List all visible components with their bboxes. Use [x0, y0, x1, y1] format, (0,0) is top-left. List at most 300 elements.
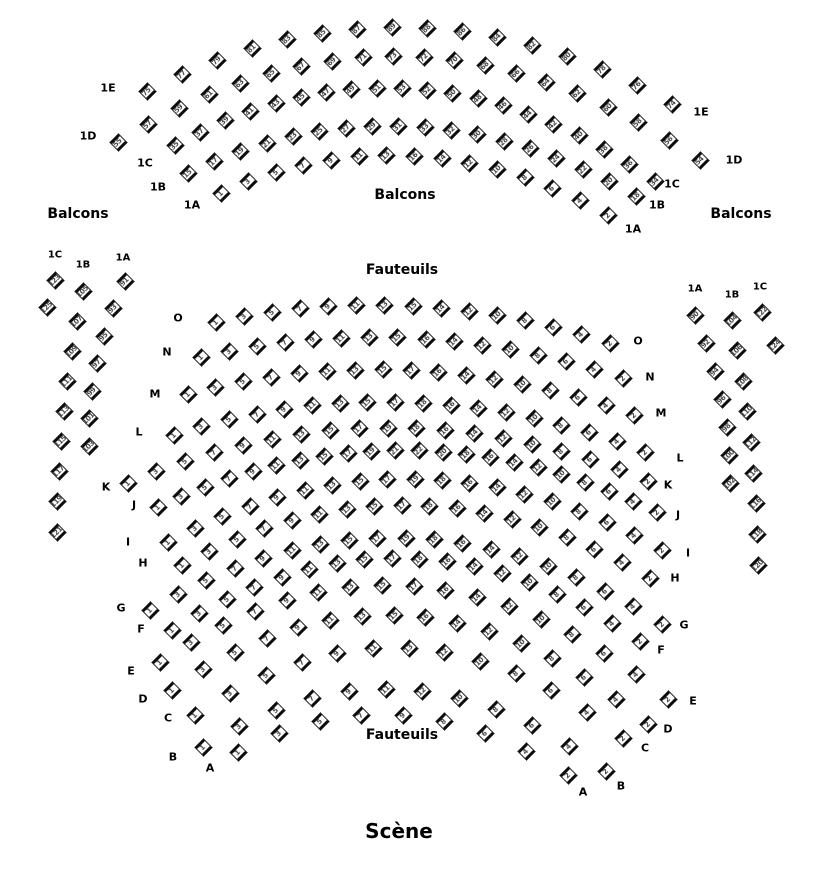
seat-fauteuils-O-10[interactable]	[488, 307, 506, 325]
seat-fauteuils-A-1[interactable]	[229, 743, 247, 761]
seat-fauteuils-B-10[interactable]	[450, 689, 468, 707]
seat-balcony-1C-37[interactable]	[191, 123, 209, 141]
seat-balcony-1C-42[interactable]	[545, 115, 563, 133]
seat-balcony-left-1A-97[interactable]	[88, 354, 106, 372]
seat-balcony-1A-11[interactable]	[350, 148, 368, 166]
seat-fauteuils-E-6[interactable]	[595, 644, 613, 662]
seat-fauteuils-F-3[interactable]	[190, 604, 208, 622]
seat-fauteuils-D-3[interactable]	[195, 660, 213, 678]
seat-fauteuils-D-4[interactable]	[607, 690, 625, 708]
seat-balcony-1D-62[interactable]	[568, 85, 586, 103]
seat-fauteuils-C-5[interactable]	[257, 666, 275, 684]
seat-balcony-left-1A-95[interactable]	[95, 327, 113, 345]
seat-fauteuils-B-6[interactable]	[524, 716, 542, 734]
seat-fauteuils-K-4[interactable]	[610, 461, 628, 479]
seat-balcony-1A-5[interactable]	[267, 163, 285, 181]
seat-fauteuils-M-15[interactable]	[374, 361, 392, 379]
seat-fauteuils-L-5[interactable]	[220, 411, 238, 429]
seat-fauteuils-M-13[interactable]	[346, 361, 364, 379]
seat-fauteuils-A-4[interactable]	[518, 742, 536, 760]
seat-fauteuils-N-10[interactable]	[501, 341, 519, 359]
seat-fauteuils-O-14[interactable]	[432, 299, 450, 317]
seat-fauteuils-L-6[interactable]	[580, 424, 598, 442]
seat-balcony-1D-55[interactable]	[109, 133, 127, 151]
seat-balcony-1E-86[interactable]	[453, 22, 471, 40]
seat-fauteuils-K-1[interactable]	[119, 474, 137, 492]
seat-balcony-left-1B-105[interactable]	[74, 282, 92, 300]
seat-balcony-left-1B-115[interactable]	[52, 432, 70, 450]
seat-fauteuils-J-1[interactable]	[149, 498, 167, 516]
seat-fauteuils-J-15[interactable]	[315, 447, 333, 465]
seat-fauteuils-E-4[interactable]	[627, 665, 645, 683]
seat-fauteuils-M-7[interactable]	[262, 368, 280, 386]
seat-fauteuils-J-17[interactable]	[339, 444, 357, 462]
seat-balcony-1E-78[interactable]	[593, 61, 611, 79]
seat-fauteuils-J-9[interactable]	[244, 462, 262, 480]
seat-balcony-right-1B-120[interactable]	[749, 556, 767, 574]
seat-balcony-1D-64[interactable]	[538, 73, 556, 91]
seat-fauteuils-J-18[interactable]	[458, 445, 476, 463]
seat-fauteuils-O-3[interactable]	[235, 307, 253, 325]
seat-balcony-left-1B-121[interactable]	[48, 523, 66, 541]
seat-fauteuils-I-2[interactable]	[653, 541, 671, 559]
seat-fauteuils-I-15[interactable]	[351, 472, 369, 490]
seat-balcony-1D-71[interactable]	[354, 49, 372, 67]
seat-fauteuils-C-9[interactable]	[328, 644, 346, 662]
seat-fauteuils-G-4[interactable]	[624, 597, 642, 615]
seat-balcony-1C-53[interactable]	[393, 79, 411, 97]
seat-fauteuils-C-11[interactable]	[364, 640, 382, 658]
seat-fauteuils-O-1[interactable]	[207, 313, 225, 331]
seat-balcony-1D-56[interactable]	[660, 131, 678, 149]
seat-fauteuils-L-11[interactable]	[303, 397, 321, 415]
seat-fauteuils-G-17[interactable]	[368, 529, 386, 547]
seat-fauteuils-N-9[interactable]	[304, 331, 322, 349]
seat-fauteuils-C-3[interactable]	[221, 684, 239, 702]
seat-fauteuils-I-8[interactable]	[570, 502, 588, 520]
seat-fauteuils-F-9[interactable]	[273, 568, 291, 586]
seat-fauteuils-C-1[interactable]	[186, 706, 204, 724]
seat-balcony-1B-31[interactable]	[390, 117, 408, 135]
seat-fauteuils-L-9[interactable]	[276, 400, 294, 418]
seat-fauteuils-H-4[interactable]	[613, 553, 631, 571]
seat-fauteuils-C-10[interactable]	[471, 652, 489, 670]
seat-fauteuils-I-1[interactable]	[159, 533, 177, 551]
seat-balcony-right-1A-96[interactable]	[713, 390, 731, 408]
seat-balcony-left-1A-93[interactable]	[104, 299, 122, 317]
seat-balcony-left-1B-109[interactable]	[63, 342, 81, 360]
seat-balcony-1C-49[interactable]	[343, 80, 361, 98]
seat-fauteuils-J-2[interactable]	[648, 503, 666, 521]
seat-fauteuils-D-1[interactable]	[163, 681, 181, 699]
seat-balcony-left-1B-117[interactable]	[50, 463, 68, 481]
seat-balcony-1D-69[interactable]	[323, 52, 341, 70]
seat-balcony-1C-46[interactable]	[494, 96, 512, 114]
seat-fauteuils-G-12[interactable]	[511, 548, 529, 566]
seat-fauteuils-L-2[interactable]	[636, 443, 654, 461]
seat-fauteuils-B-11[interactable]	[377, 680, 395, 698]
seat-fauteuils-M-14[interactable]	[458, 366, 476, 384]
seat-balcony-left-1A-99[interactable]	[83, 382, 101, 400]
seat-balcony-1B-19[interactable]	[232, 142, 250, 160]
seat-balcony-1B-27[interactable]	[337, 119, 355, 137]
seat-balcony-left-1A-101[interactable]	[80, 409, 98, 427]
seat-balcony-1A-2[interactable]	[599, 206, 617, 224]
seat-balcony-1C-51[interactable]	[368, 79, 386, 97]
seat-balcony-right-1A-98[interactable]	[718, 418, 736, 436]
seat-fauteuils-J-3[interactable]	[173, 487, 191, 505]
seat-fauteuils-A-9[interactable]	[394, 706, 412, 724]
seat-fauteuils-L-12[interactable]	[497, 404, 515, 422]
seat-balcony-right-1B-114[interactable]	[745, 464, 763, 482]
seat-fauteuils-N-3[interactable]	[220, 342, 238, 360]
seat-balcony-1A-4[interactable]	[571, 191, 589, 209]
seat-fauteuils-J-16[interactable]	[481, 449, 499, 467]
seat-fauteuils-E-8[interactable]	[564, 626, 582, 644]
seat-balcony-right-1B-106[interactable]	[729, 341, 747, 359]
seat-fauteuils-L-18[interactable]	[414, 394, 432, 412]
seat-fauteuils-L-14[interactable]	[470, 399, 488, 417]
seat-fauteuils-I-6[interactable]	[598, 513, 616, 531]
seat-fauteuils-M-17[interactable]	[402, 361, 420, 379]
seat-balcony-1C-40[interactable]	[570, 127, 588, 145]
seat-balcony-right-1A-90[interactable]	[686, 306, 704, 324]
seat-fauteuils-H-8[interactable]	[558, 528, 576, 546]
seat-fauteuils-L-8[interactable]	[553, 416, 571, 434]
seat-fauteuils-E-3[interactable]	[183, 633, 201, 651]
seat-fauteuils-D-13[interactable]	[353, 607, 371, 625]
seat-fauteuils-C-13[interactable]	[400, 639, 418, 657]
seat-fauteuils-H-9[interactable]	[283, 511, 301, 529]
seat-balcony-1B-30[interactable]	[469, 126, 487, 144]
seat-balcony-1E-79[interactable]	[208, 51, 226, 69]
seat-fauteuils-D-9[interactable]	[290, 619, 308, 637]
seat-fauteuils-O-2[interactable]	[601, 334, 619, 352]
seat-fauteuils-B-7[interactable]	[304, 690, 322, 708]
seat-fauteuils-J-10[interactable]	[553, 465, 571, 483]
seat-fauteuils-G-10[interactable]	[539, 557, 557, 575]
seat-fauteuils-F-14[interactable]	[466, 558, 484, 576]
seat-fauteuils-I-9[interactable]	[269, 488, 287, 506]
seat-balcony-1C-47[interactable]	[317, 83, 335, 101]
seat-fauteuils-N-2[interactable]	[614, 369, 632, 387]
seat-fauteuils-J-8[interactable]	[577, 473, 595, 491]
seat-fauteuils-D-14[interactable]	[448, 614, 466, 632]
seat-balcony-right-1B-108[interactable]	[734, 372, 752, 390]
seat-fauteuils-B-9[interactable]	[340, 683, 358, 701]
seat-fauteuils-L-7[interactable]	[248, 405, 266, 423]
seat-fauteuils-H-16[interactable]	[448, 499, 466, 517]
seat-balcony-1A-16[interactable]	[405, 147, 423, 165]
seat-fauteuils-G-5[interactable]	[198, 571, 216, 589]
seat-fauteuils-C-8[interactable]	[507, 665, 525, 683]
seat-fauteuils-L-16[interactable]	[442, 396, 460, 414]
seat-fauteuils-E-15[interactable]	[373, 576, 391, 594]
seat-fauteuils-C-7[interactable]	[293, 653, 311, 671]
seat-fauteuils-M-5[interactable]	[235, 373, 253, 391]
seat-fauteuils-O-11[interactable]	[348, 296, 366, 314]
seat-balcony-1D-58[interactable]	[630, 113, 648, 131]
seat-balcony-1B-21[interactable]	[258, 134, 276, 152]
seat-fauteuils-A-3[interactable]	[270, 725, 288, 743]
seat-fauteuils-D-15[interactable]	[385, 606, 403, 624]
seat-fauteuils-D-8[interactable]	[544, 650, 562, 668]
seat-fauteuils-H-17[interactable]	[393, 496, 411, 514]
seat-fauteuils-G-18[interactable]	[425, 531, 443, 549]
seat-balcony-1D-67[interactable]	[293, 57, 311, 75]
seat-fauteuils-O-13[interactable]	[376, 296, 394, 314]
seat-fauteuils-L-1[interactable]	[165, 426, 183, 444]
seat-fauteuils-J-13[interactable]	[291, 451, 309, 469]
seat-fauteuils-J-7[interactable]	[220, 470, 238, 488]
seat-fauteuils-L-4[interactable]	[608, 433, 626, 451]
seat-fauteuils-N-12[interactable]	[473, 336, 491, 354]
seat-fauteuils-N-1[interactable]	[192, 348, 210, 366]
seat-balcony-1D-59[interactable]	[170, 99, 188, 117]
seat-fauteuils-I-12[interactable]	[516, 485, 534, 503]
seat-fauteuils-B-1[interactable]	[194, 738, 212, 756]
seat-balcony-1A-12[interactable]	[461, 154, 479, 172]
seat-fauteuils-K-15[interactable]	[321, 422, 339, 440]
seat-fauteuils-J-4[interactable]	[624, 492, 642, 510]
seat-balcony-1A-10[interactable]	[488, 160, 506, 178]
seat-fauteuils-L-13[interactable]	[331, 394, 349, 412]
seat-fauteuils-D-6[interactable]	[575, 668, 593, 686]
seat-fauteuils-H-3[interactable]	[200, 542, 218, 560]
seat-balcony-1E-85[interactable]	[313, 24, 331, 42]
seat-balcony-1B-17[interactable]	[205, 152, 223, 170]
seat-balcony-1D-70[interactable]	[446, 52, 464, 70]
seat-fauteuils-E-11[interactable]	[310, 584, 328, 602]
seat-fauteuils-E-14[interactable]	[468, 588, 486, 606]
seat-fauteuils-L-15[interactable]	[359, 393, 377, 411]
seat-balcony-right-1B-116[interactable]	[747, 495, 765, 513]
seat-fauteuils-J-11[interactable]	[268, 456, 286, 474]
seat-balcony-right-1C-122[interactable]	[753, 303, 771, 321]
seat-fauteuils-D-2[interactable]	[639, 715, 657, 733]
seat-fauteuils-L-10[interactable]	[525, 409, 543, 427]
seat-balcony-1C-52[interactable]	[418, 81, 436, 99]
seat-fauteuils-O-5[interactable]	[263, 303, 281, 321]
seat-fauteuils-F-1[interactable]	[163, 621, 181, 639]
seat-balcony-1A-14[interactable]	[433, 149, 451, 167]
seat-fauteuils-M-3[interactable]	[207, 378, 225, 396]
seat-balcony-1A-1[interactable]	[212, 184, 230, 202]
seat-fauteuils-K-12[interactable]	[494, 429, 512, 447]
seat-balcony-left-1A-103[interactable]	[80, 437, 98, 455]
seat-fauteuils-E-9[interactable]	[278, 592, 296, 610]
seat-fauteuils-J-5[interactable]	[196, 478, 214, 496]
seat-fauteuils-F-2[interactable]	[631, 632, 649, 650]
seat-fauteuils-K-2[interactable]	[639, 472, 657, 490]
seat-fauteuils-I-16[interactable]	[461, 474, 479, 492]
seat-fauteuils-D-10[interactable]	[512, 635, 530, 653]
seat-fauteuils-G-7[interactable]	[226, 559, 244, 577]
seat-balcony-left-1B-111[interactable]	[58, 372, 76, 390]
seat-balcony-1C-44[interactable]	[519, 105, 537, 123]
seat-fauteuils-J-20[interactable]	[434, 443, 452, 461]
seat-fauteuils-H-2[interactable]	[641, 569, 659, 587]
seat-fauteuils-G-8[interactable]	[567, 569, 585, 587]
seat-fauteuils-K-10[interactable]	[523, 435, 541, 453]
seat-fauteuils-D-7[interactable]	[258, 629, 276, 647]
seat-fauteuils-C-2[interactable]	[614, 729, 632, 747]
seat-fauteuils-F-16[interactable]	[438, 553, 456, 571]
seat-fauteuils-H-7[interactable]	[255, 520, 273, 538]
seat-fauteuils-N-5[interactable]	[248, 337, 266, 355]
seat-fauteuils-O-15[interactable]	[404, 297, 422, 315]
seat-balcony-1C-35[interactable]	[166, 136, 184, 154]
seat-fauteuils-D-11[interactable]	[321, 611, 339, 629]
seat-fauteuils-G-3[interactable]	[169, 585, 187, 603]
seat-fauteuils-N-16[interactable]	[417, 330, 435, 348]
seat-balcony-1D-66[interactable]	[507, 64, 525, 82]
seat-fauteuils-E-17[interactable]	[405, 577, 423, 595]
seat-fauteuils-M-11[interactable]	[318, 362, 336, 380]
seat-fauteuils-I-11[interactable]	[296, 481, 314, 499]
seat-fauteuils-A-5[interactable]	[311, 713, 329, 731]
seat-fauteuils-M-12[interactable]	[485, 370, 503, 388]
seat-fauteuils-K-14[interactable]	[465, 424, 483, 442]
seat-fauteuils-F-18[interactable]	[411, 550, 429, 568]
seat-balcony-1E-74[interactable]	[663, 95, 681, 113]
seat-fauteuils-H-6[interactable]	[586, 540, 604, 558]
seat-fauteuils-L-17[interactable]	[386, 393, 404, 411]
seat-balcony-1E-88[interactable]	[418, 19, 436, 37]
seat-fauteuils-J-14[interactable]	[505, 453, 523, 471]
seat-fauteuils-B-2[interactable]	[597, 762, 615, 780]
seat-fauteuils-K-8[interactable]	[552, 442, 570, 460]
seat-fauteuils-J-21[interactable]	[386, 441, 404, 459]
seat-fauteuils-G-2[interactable]	[653, 615, 671, 633]
seat-balcony-right-1A-92[interactable]	[697, 334, 715, 352]
seat-fauteuils-F-10[interactable]	[521, 574, 539, 592]
seat-fauteuils-B-5[interactable]	[267, 701, 285, 719]
seat-fauteuils-D-16[interactable]	[417, 608, 435, 626]
seat-fauteuils-I-18[interactable]	[433, 471, 451, 489]
seat-fauteuils-H-18[interactable]	[421, 497, 439, 515]
seat-fauteuils-F-11[interactable]	[300, 560, 318, 578]
seat-fauteuils-I-5[interactable]	[214, 507, 232, 525]
seat-balcony-1C-48[interactable]	[469, 90, 487, 108]
seat-balcony-right-1A-94[interactable]	[706, 362, 724, 380]
seat-balcony-1D-57[interactable]	[139, 115, 157, 133]
seat-balcony-right-1B-104[interactable]	[723, 311, 741, 329]
seat-fauteuils-D-12[interactable]	[480, 623, 498, 641]
seat-fauteuils-E-5[interactable]	[214, 616, 232, 634]
seat-balcony-1C-34[interactable]	[646, 172, 664, 190]
seat-fauteuils-I-7[interactable]	[241, 497, 259, 515]
seat-balcony-1E-81[interactable]	[243, 40, 261, 58]
seat-fauteuils-F-6[interactable]	[576, 599, 594, 617]
seat-balcony-1B-20[interactable]	[600, 173, 618, 191]
seat-balcony-1B-33[interactable]	[416, 118, 434, 136]
seat-fauteuils-O-4[interactable]	[573, 325, 591, 343]
seat-fauteuils-J-6[interactable]	[600, 482, 618, 500]
seat-fauteuils-J-19[interactable]	[363, 442, 381, 460]
seat-fauteuils-A-6[interactable]	[476, 724, 494, 742]
seat-fauteuils-M-6[interactable]	[569, 388, 587, 406]
seat-fauteuils-H-5[interactable]	[228, 530, 246, 548]
seat-balcony-1A-13[interactable]	[378, 146, 396, 164]
seat-fauteuils-F-13[interactable]	[328, 554, 346, 572]
seat-balcony-right-1A-100[interactable]	[721, 446, 739, 464]
seat-balcony-1C-43[interactable]	[267, 94, 285, 112]
seat-fauteuils-G-14[interactable]	[482, 540, 500, 558]
seat-balcony-1E-87[interactable]	[348, 20, 366, 38]
seat-fauteuils-M-2[interactable]	[625, 406, 643, 424]
seat-balcony-right-1B-118[interactable]	[748, 525, 766, 543]
seat-fauteuils-H-1[interactable]	[173, 556, 191, 574]
seat-balcony-1B-22[interactable]	[574, 160, 592, 178]
seat-balcony-1D-54[interactable]	[691, 151, 709, 169]
seat-fauteuils-N-14[interactable]	[445, 333, 463, 351]
seat-balcony-left-1B-113[interactable]	[55, 402, 73, 420]
seat-fauteuils-K-9[interactable]	[234, 436, 252, 454]
seat-balcony-1E-77[interactable]	[173, 65, 191, 83]
seat-balcony-1B-32[interactable]	[442, 121, 460, 139]
seat-balcony-1B-26[interactable]	[521, 140, 539, 158]
seat-fauteuils-E-13[interactable]	[341, 579, 359, 597]
seat-fauteuils-K-3[interactable]	[148, 462, 166, 480]
seat-fauteuils-F-5[interactable]	[218, 590, 236, 608]
seat-fauteuils-M-9[interactable]	[290, 365, 308, 383]
seat-fauteuils-I-3[interactable]	[186, 519, 204, 537]
seat-fauteuils-H-10[interactable]	[531, 518, 549, 536]
seat-fauteuils-G-11[interactable]	[283, 541, 301, 559]
seat-fauteuils-M-10[interactable]	[513, 375, 531, 393]
seat-fauteuils-F-7[interactable]	[245, 578, 263, 596]
seat-fauteuils-M-4[interactable]	[597, 397, 615, 415]
seat-fauteuils-O-6[interactable]	[545, 318, 563, 336]
seat-fauteuils-K-7[interactable]	[205, 443, 223, 461]
seat-fauteuils-G-9[interactable]	[255, 549, 273, 567]
seat-fauteuils-G-19[interactable]	[397, 529, 415, 547]
seat-fauteuils-L-3[interactable]	[193, 418, 211, 436]
seat-balcony-1B-23[interactable]	[284, 127, 302, 145]
seat-fauteuils-I-17[interactable]	[378, 470, 396, 488]
seat-fauteuils-H-11[interactable]	[310, 505, 328, 523]
seat-balcony-1A-8[interactable]	[516, 169, 534, 187]
seat-fauteuils-E-1[interactable]	[151, 653, 169, 671]
seat-balcony-1C-50[interactable]	[444, 84, 462, 102]
seat-fauteuils-A-2[interactable]	[559, 766, 577, 784]
seat-fauteuils-C-6[interactable]	[542, 682, 560, 700]
seat-fauteuils-I-14[interactable]	[488, 479, 506, 497]
seat-balcony-left-1C-123[interactable]	[46, 271, 64, 289]
seat-fauteuils-O-8[interactable]	[516, 312, 534, 330]
seat-balcony-left-1C-125[interactable]	[38, 298, 56, 316]
seat-balcony-1A-3[interactable]	[239, 173, 257, 191]
seat-balcony-1B-18[interactable]	[627, 187, 645, 205]
seat-fauteuils-F-15[interactable]	[356, 551, 374, 569]
seat-balcony-1D-73[interactable]	[384, 48, 402, 66]
seat-balcony-1E-84[interactable]	[488, 28, 506, 46]
seat-fauteuils-H-13[interactable]	[338, 500, 356, 518]
seat-fauteuils-E-2[interactable]	[659, 690, 677, 708]
seat-fauteuils-I-19[interactable]	[406, 470, 424, 488]
seat-fauteuils-F-17[interactable]	[383, 549, 401, 567]
seat-balcony-left-1B-107[interactable]	[68, 312, 86, 330]
seat-fauteuils-O-9[interactable]	[319, 298, 337, 316]
seat-fauteuils-F-4[interactable]	[603, 614, 621, 632]
seat-balcony-1E-89[interactable]	[383, 18, 401, 36]
seat-balcony-1C-38[interactable]	[595, 140, 613, 158]
seat-balcony-1B-29[interactable]	[363, 117, 381, 135]
seat-fauteuils-C-12[interactable]	[435, 643, 453, 661]
seat-fauteuils-G-15[interactable]	[340, 531, 358, 549]
seat-balcony-right-1B-110[interactable]	[738, 403, 756, 421]
